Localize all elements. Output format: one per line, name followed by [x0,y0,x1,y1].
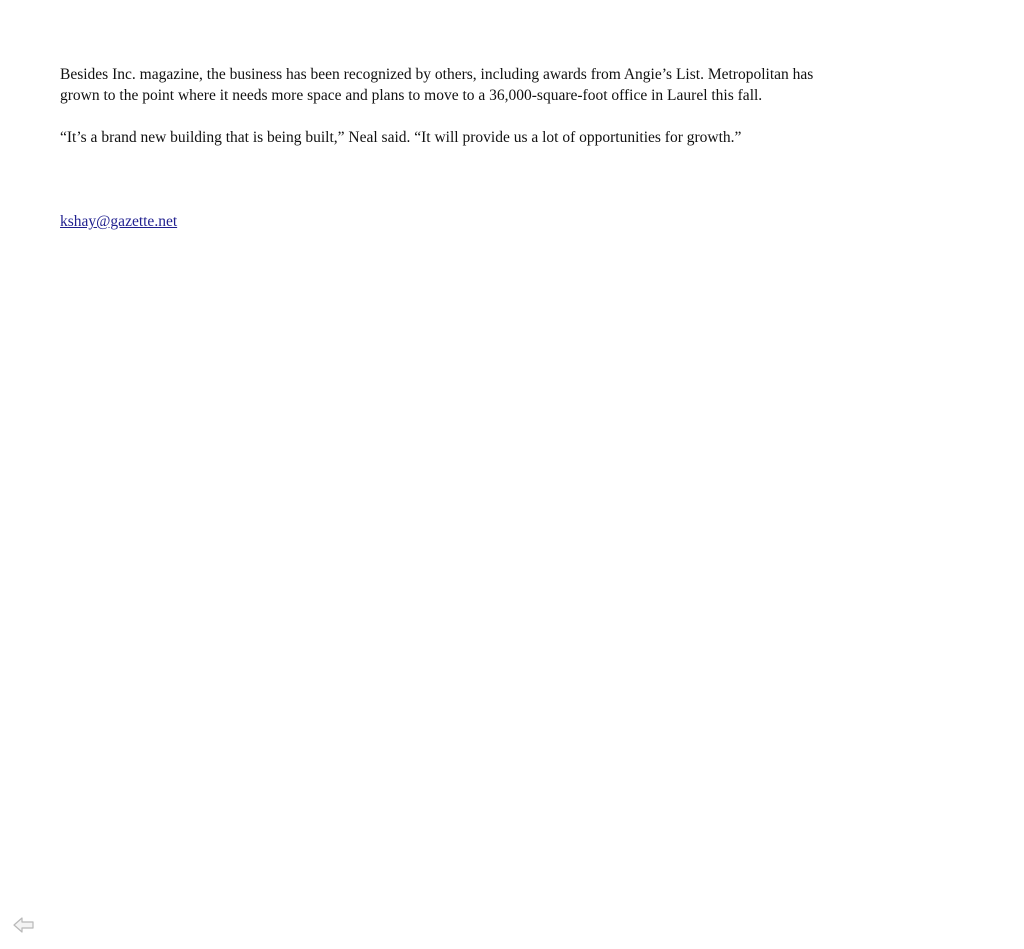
back-arrow-icon[interactable] [13,916,35,934]
article-paragraph-2: “It’s a brand new building that is being built,” Neal said. “It will provide us a lot of opportunities for growth.” [60,129,742,146]
author-email-link[interactable]: kshay@gazette.net [60,213,178,230]
author-contact [60,211,820,232]
article-paragraph-1: Besides Inc. magazine, the business has been recognized by others, including awards from Angie’s List. Metropolitan has grown to the point where it needs more space and plans to move to a 36,000-square-foot office in Laurel this fall. [60,66,814,104]
document-page [60,64,820,232]
